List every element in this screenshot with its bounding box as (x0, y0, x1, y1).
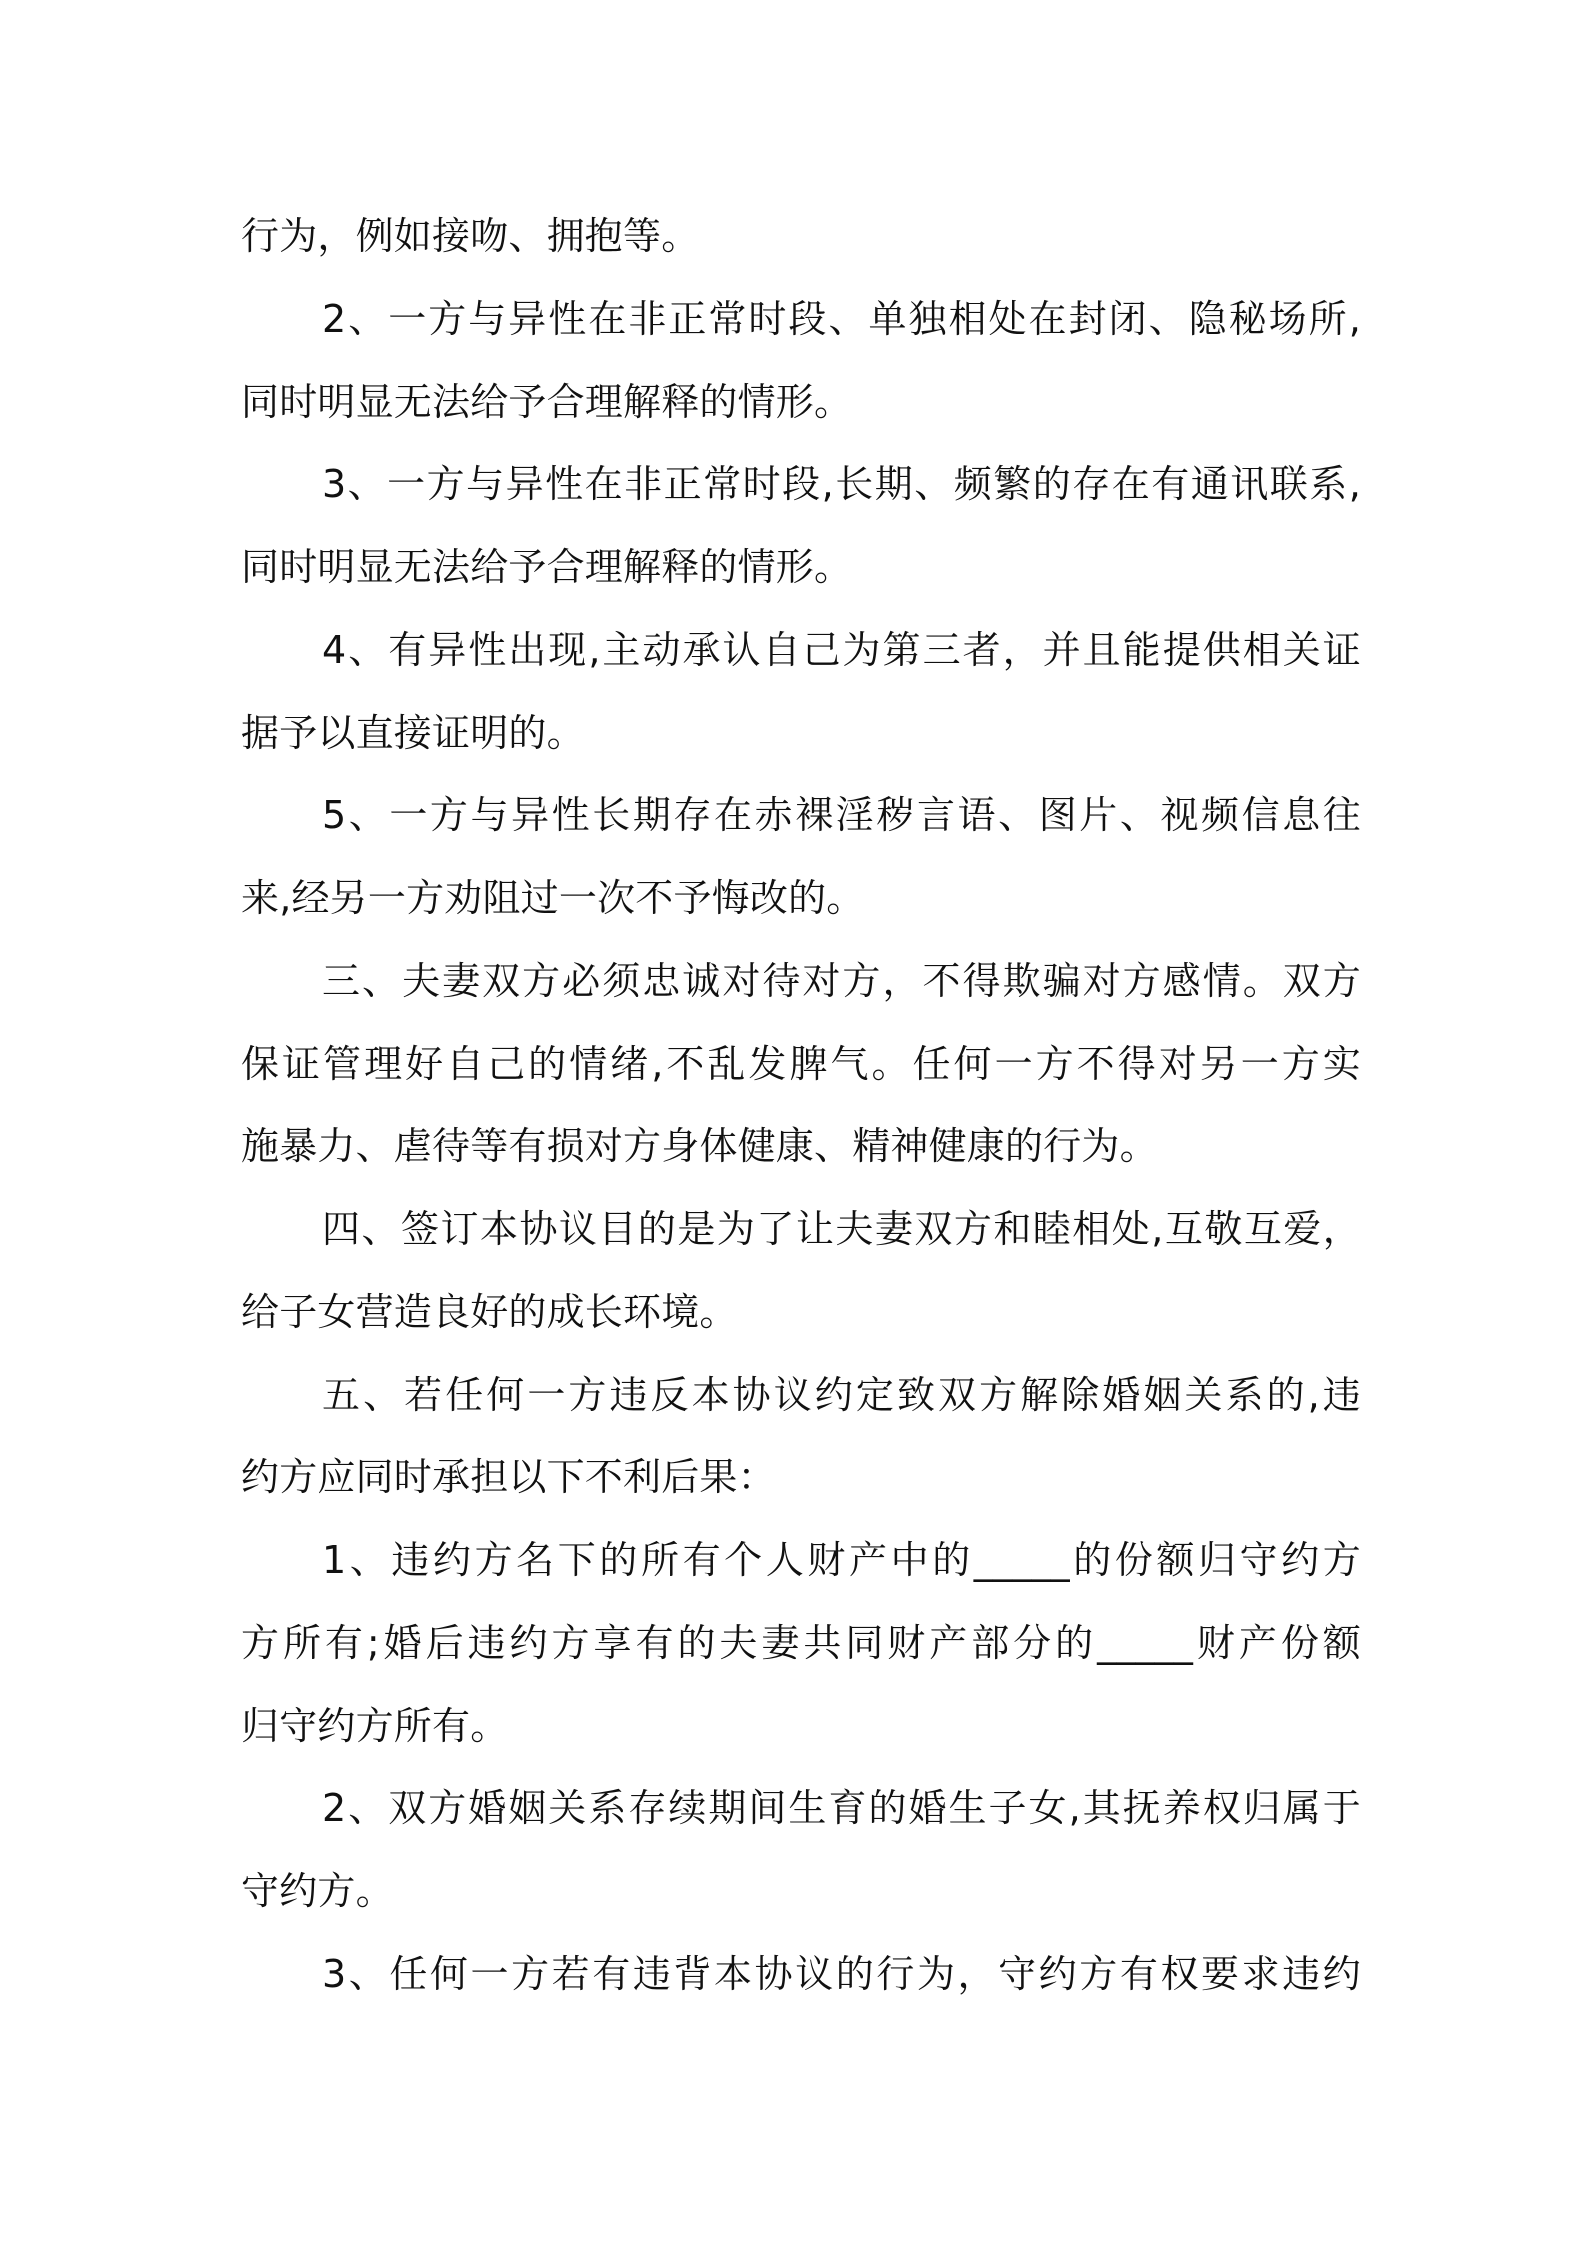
text-line: 四、签订本协议目的是为了让夫妻双方和睦相处,互敬互爱， (322, 1207, 1361, 1251)
text-line: 同时明显无法给予合理解释的情形。 (241, 545, 853, 589)
text-line: 2、双方婚姻关系存续期间生育的婚生子女,其抚养权归属于 (322, 1786, 1361, 1830)
text-line: 5、一方与异性长期存在赤裸淫秽言语、图片、视频信息往 (322, 793, 1361, 837)
text-line: 归守约方所有。 (241, 1704, 509, 1748)
text-line: 1、违约方名下的所有个人财产中的_____的份额归守约方 (322, 1538, 1361, 1582)
text-line: 4、有异性出现,主动承认自己为第三者，并且能提供相关证 (322, 628, 1361, 672)
text-line: 给子女营造良好的成长环境。 (241, 1290, 738, 1334)
text-line: 约方应同时承担以下不利后果： (241, 1455, 776, 1499)
text-line: 据予以直接证明的。 (241, 711, 585, 755)
text-line: 来,经另一方劝阻过一次不予悔改的。 (241, 876, 865, 920)
text-line: 同时明显无法给予合理解释的情形。 (241, 380, 853, 424)
text-line: 保证管理好自己的情绪,不乱发脾气。任何一方不得对另一方实 (241, 1042, 1361, 1086)
text-line: 3、任何一方若有违背本协议的行为，守约方有权要求违约 (322, 1952, 1361, 1996)
text-line: 守约方。 (241, 1869, 394, 1913)
text-line: 施暴力、虐待等有损对方身体健康、精神健康的行为。 (241, 1124, 1158, 1168)
text-line: 行为，例如接吻、拥抱等。 (241, 214, 700, 258)
text-line: 方所有;婚后违约方享有的夫妻共同财产部分的_____财产份额 (241, 1621, 1361, 1665)
text-line: 三、夫妻双方必须忠诚对待对方，不得欺骗对方感情。双方 (322, 959, 1361, 1003)
text-line: 五、若任何一方违反本协议约定致双方解除婚姻关系的,违 (322, 1373, 1361, 1417)
text-line: 3、一方与异性在非正常时段,长期、频繁的存在有通讯联系, (322, 462, 1361, 506)
text-line: 2、一方与异性在非正常时段、单独相处在封闭、隐秘场所, (322, 297, 1361, 341)
